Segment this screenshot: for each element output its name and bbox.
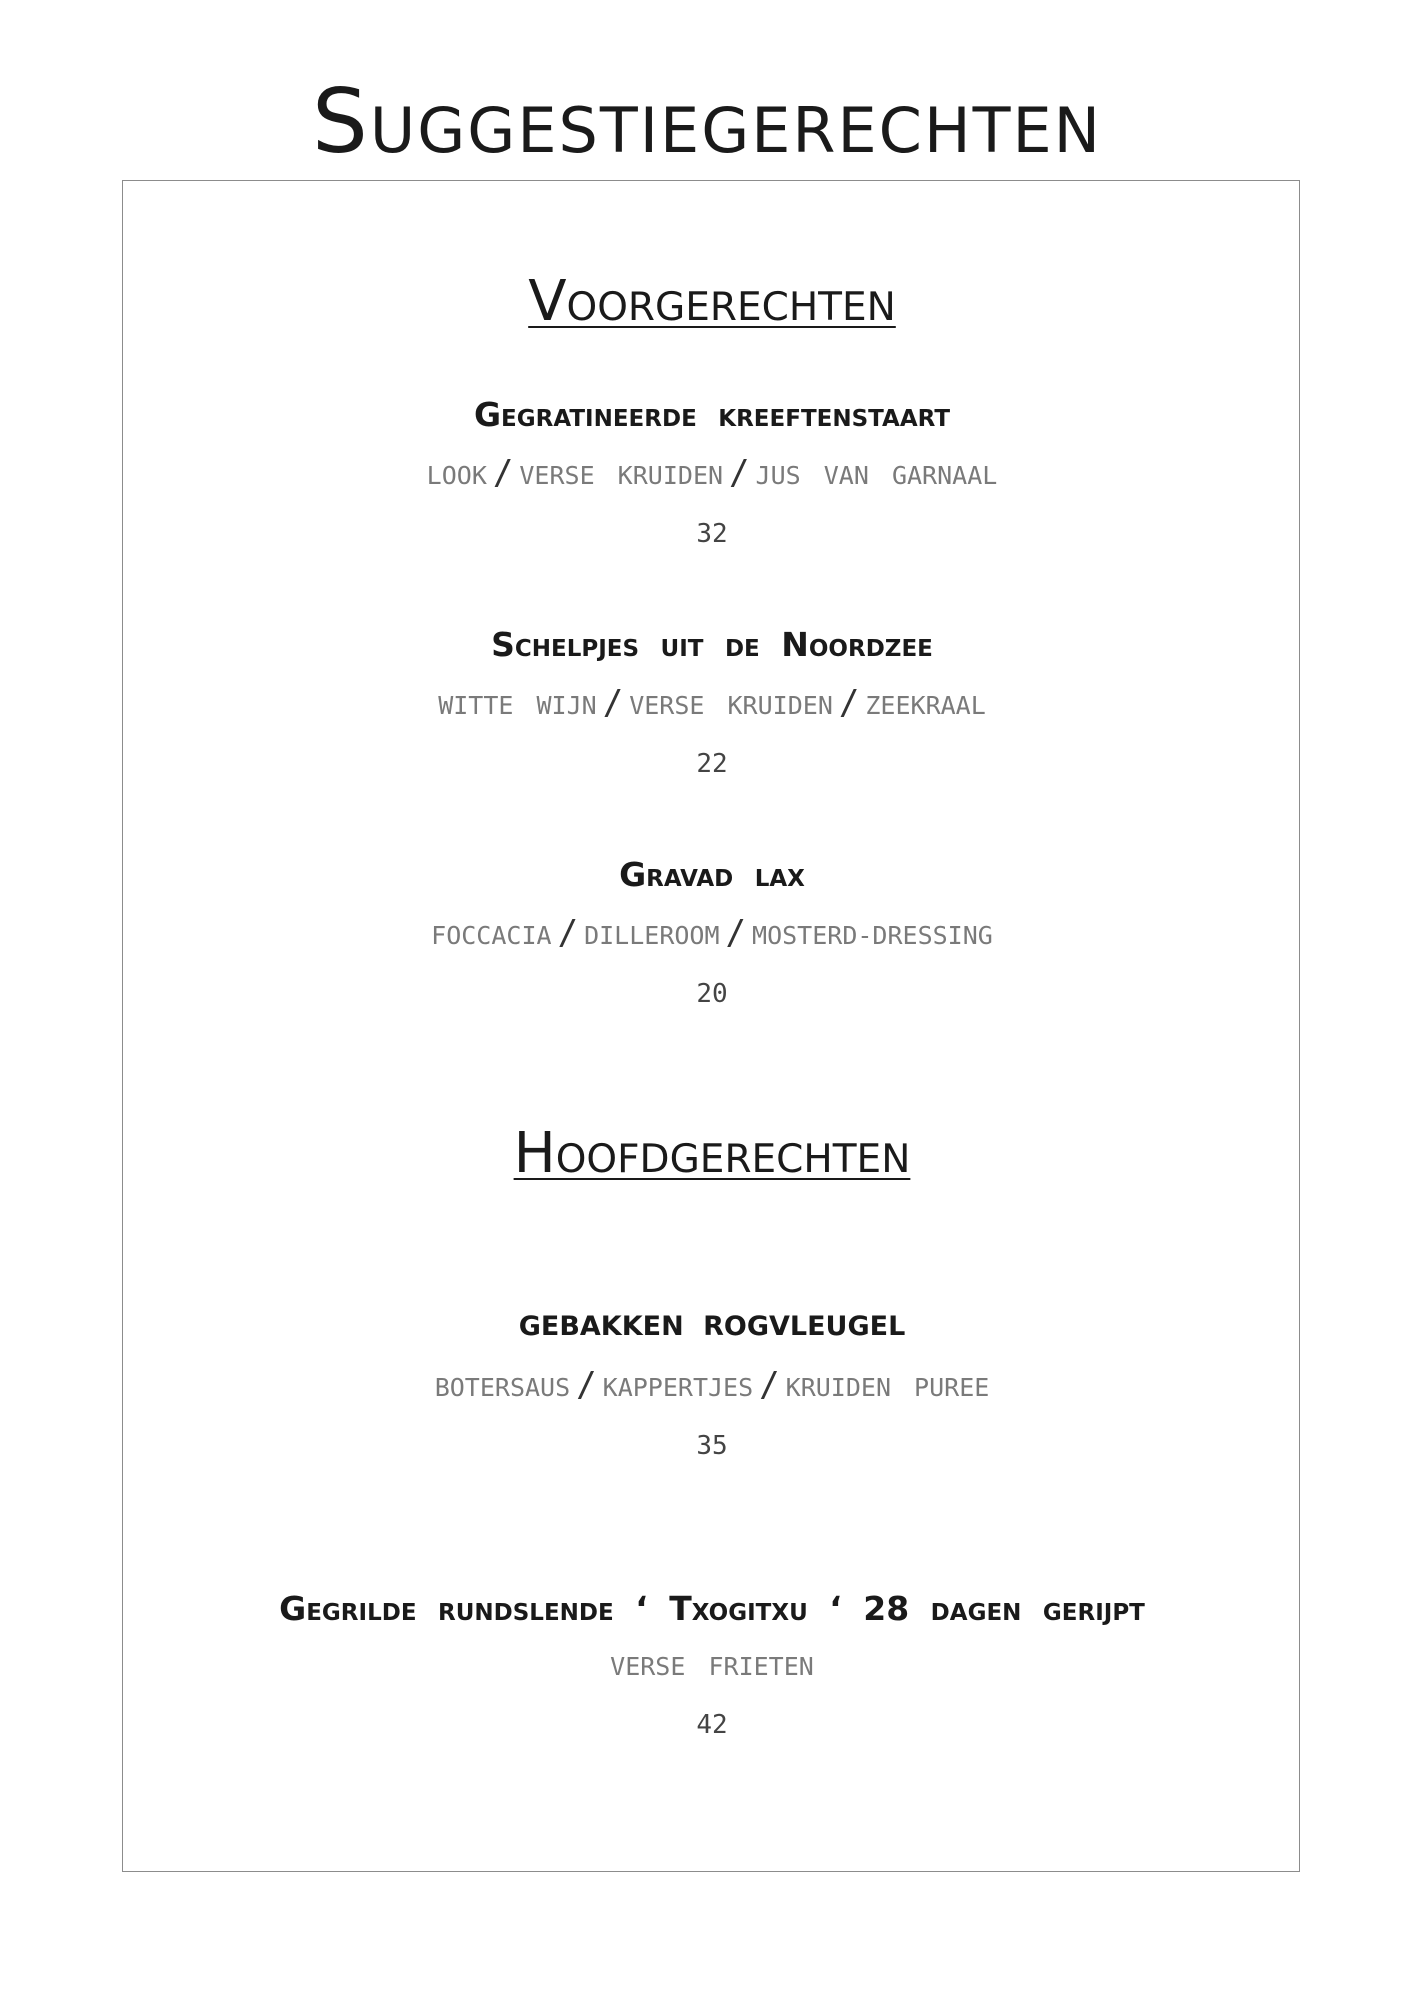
dish-price: 20: [696, 979, 728, 1009]
dish-item: [123, 395, 1301, 552]
ingredient: KRUIDEN PUREE: [785, 1373, 990, 1402]
dish-description: FOCCACIA / DILLEROOM / MOSTERD-DRESSING: [431, 913, 993, 953]
ingredient: DILLEROOM: [584, 921, 720, 950]
dish-price: 32: [696, 519, 728, 549]
dish-name: Gravad lax: [619, 855, 805, 894]
ingredient: MOSTERD-DRESSING: [752, 921, 993, 950]
dish-name: Schelpjes uit de Noordzee: [491, 625, 933, 664]
section-title-voorgerechten: [123, 267, 1301, 337]
section-title-text: Voorgerechten: [528, 269, 896, 334]
ingredient: BOTERSAUS: [434, 1373, 571, 1402]
ingredient: VERSE KRUIDEN: [519, 461, 724, 490]
ingredient: KAPPERTJES: [602, 1373, 754, 1402]
dish-price: 35: [696, 1431, 728, 1461]
ingredient: VERSE KRUIDEN: [629, 691, 833, 720]
menu-frame: [122, 180, 1300, 1872]
dish-price: 22: [696, 749, 728, 779]
ingredient: ZEEKRAAL: [865, 691, 986, 720]
dish-description: BOTERSAUS / KAPPERTJES / KRUIDEN PUREE: [434, 1365, 990, 1405]
dish-item: [123, 625, 1301, 782]
dish-name: GEBAKKEN ROGVLEUGEL: [518, 1311, 906, 1342]
section-title-hoofdgerechten: [123, 1119, 1301, 1189]
section-title-text: Hoofdgerechten: [513, 1121, 911, 1186]
dish-price: 42: [696, 1710, 728, 1740]
ingredient: FOCCACIA: [431, 921, 552, 950]
dish-name: Gegrilde rundslende ‘ Txogitxu ‘ 28 dagen gerijpt: [279, 1589, 1145, 1628]
dish-item: [123, 1307, 1301, 1464]
page-title: Suggestiegerechten: [312, 70, 1102, 173]
dish-item: [123, 1589, 1301, 1743]
ingredient: JUS VAN GARNAAL: [755, 461, 998, 490]
dish-name: Gegratineerde kreeftenstaart: [473, 395, 951, 434]
dish-description: WITTE WIJN / VERSE KRUIDEN / ZEEKRAAL: [438, 683, 986, 723]
dish-description: [123, 1647, 1301, 1687]
ingredient: WITTE WIJN: [438, 691, 597, 720]
ingredient: LOOK: [426, 461, 487, 490]
dish-item: [123, 855, 1301, 1012]
ingredient: VERSE FRIETEN: [610, 1652, 814, 1681]
dish-description: LOOK / VERSE KRUIDEN / JUS VAN GARNAAL: [426, 453, 998, 493]
